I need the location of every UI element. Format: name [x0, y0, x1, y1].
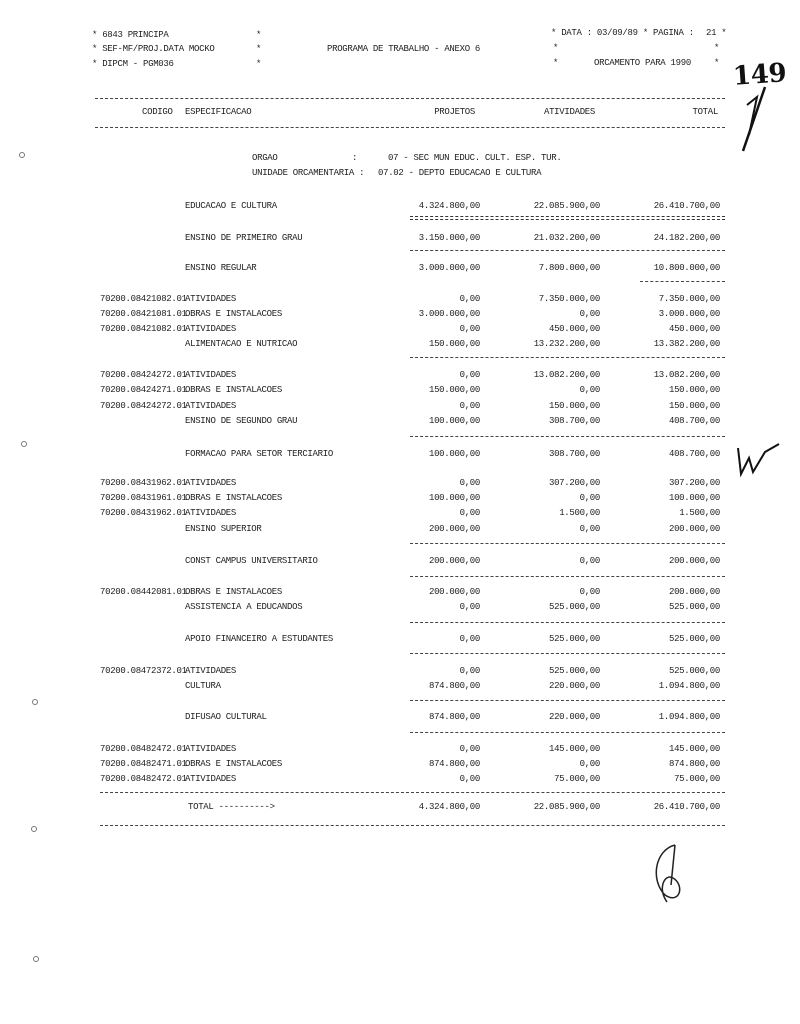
header-line-3: * DIPCM - PGM036 — [92, 59, 174, 69]
column-header-codigo: CODIGO — [142, 107, 173, 117]
report-title: PROGRAMA DE TRABALHO - ANEXO 6 — [327, 44, 481, 54]
row-code: 70200.08424272.01 — [100, 401, 187, 411]
budget-year: ORCAMENTO PARA 1990 — [594, 58, 691, 68]
row-atividades: 0,00 — [579, 309, 600, 319]
row-projetos: 0,00 — [459, 774, 480, 784]
divider — [410, 732, 725, 733]
row-code: 70200.08431962.01 — [100, 508, 187, 518]
row-code: 70200.08421082.01 — [100, 294, 187, 304]
row-atividades: 220.000,00 — [548, 681, 600, 691]
group-description: ENSINO SUPERIOR — [185, 524, 262, 534]
row-atividades: 13.082.200,00 — [533, 370, 600, 380]
row-projetos: 150.000,00 — [428, 339, 480, 349]
header-line-1: * 6843 PRINCIPA — [92, 30, 169, 40]
divider — [410, 357, 725, 358]
row-atividades: 21.032.200,00 — [533, 233, 600, 243]
total-projetos: 4.324.800,00 — [418, 802, 480, 812]
row-atividades: 0,00 — [579, 493, 600, 503]
group-description: APOIO FINANCEIRO A ESTUDANTES — [185, 634, 333, 644]
divider — [410, 622, 725, 623]
row-total: 408.700,00 — [668, 416, 720, 426]
row-description: OBRAS E INSTALACOES — [185, 587, 282, 597]
row-description: OBRAS E INSTALACOES — [185, 385, 282, 395]
row-code: 70200.08431962.01 — [100, 478, 187, 488]
row-description: ATIVIDADES — [185, 744, 237, 754]
unidade-value: 07.02 - DEPTO EDUCACAO E CULTURA — [378, 168, 542, 178]
row-atividades: 308.700,00 — [548, 449, 600, 459]
row-projetos: 0,00 — [459, 370, 480, 380]
row-total: 26.410.700,00 — [653, 201, 720, 211]
group-description: ALIMENTACAO E NUTRICAO — [185, 339, 298, 349]
orgao-label: ORGAO — [252, 153, 278, 163]
row-total: 100.000,00 — [668, 493, 720, 503]
asterisk: * — [256, 30, 262, 40]
asterisk: * — [714, 58, 720, 68]
row-total: 525.000,00 — [668, 634, 720, 644]
row-atividades: 0,00 — [579, 524, 600, 534]
row-projetos: 3.150.000,00 — [418, 233, 480, 243]
row-projetos: 0,00 — [459, 478, 480, 488]
row-projetos: 0,00 — [459, 294, 480, 304]
row-total: 150.000,00 — [668, 385, 720, 395]
row-total: 1.094.800,00 — [658, 712, 720, 722]
row-description: ATIVIDADES — [185, 666, 237, 676]
row-description: ATIVIDADES — [185, 370, 237, 380]
divider — [95, 127, 725, 128]
unidade-label: UNIDADE ORCAMENTARIA : — [252, 168, 365, 178]
divider — [100, 792, 725, 793]
row-total: 200.000,00 — [668, 524, 720, 534]
page-stamp-number: 149 — [732, 58, 788, 92]
row-projetos: 3.000.000,00 — [418, 309, 480, 319]
row-projetos: 4.324.800,00 — [418, 201, 480, 211]
row-total: 408.700,00 — [668, 449, 720, 459]
row-projetos: 100.000,00 — [428, 449, 480, 459]
orgao-value: 07 - SEC MUN EDUC. CULT. ESP. TUR. — [388, 153, 562, 163]
row-projetos: 0,00 — [459, 666, 480, 676]
row-code: 70200.08421082.01 — [100, 324, 187, 334]
group-description: EDUCACAO E CULTURA — [185, 201, 277, 211]
divider — [410, 700, 725, 701]
row-total: 450.000,00 — [668, 324, 720, 334]
row-projetos: 874.800,00 — [428, 712, 480, 722]
row-atividades: 1.500,00 — [559, 508, 600, 518]
row-atividades: 75.000,00 — [554, 774, 600, 784]
group-description: ASSISTENCIA A EDUCANDOS — [185, 602, 303, 612]
row-projetos: 200.000,00 — [428, 556, 480, 566]
page-number: 21 * — [706, 28, 727, 38]
row-total: 1.500,00 — [679, 508, 720, 518]
asterisk: * — [553, 58, 559, 68]
row-projetos: 150.000,00 — [428, 385, 480, 395]
row-projetos: 3.000.000,00 — [418, 263, 480, 273]
punch-hole — [21, 441, 27, 447]
total-total: 26.410.700,00 — [653, 802, 720, 812]
divider — [640, 281, 725, 282]
row-projetos: 0,00 — [459, 401, 480, 411]
row-projetos: 0,00 — [459, 744, 480, 754]
row-total: 13.082.200,00 — [653, 370, 720, 380]
asterisk: * — [256, 59, 262, 69]
initials-signature — [735, 440, 785, 480]
divider — [410, 436, 725, 437]
asterisk: * — [714, 43, 720, 53]
row-total: 13.382.200,00 — [653, 339, 720, 349]
row-total: 24.182.200,00 — [653, 233, 720, 243]
row-atividades: 525.000,00 — [548, 666, 600, 676]
group-description: ENSINO REGULAR — [185, 263, 257, 273]
row-code: 70200.08424272.01 — [100, 370, 187, 380]
row-total: 525.000,00 — [668, 602, 720, 612]
row-total: 10.800.000,00 — [653, 263, 720, 273]
row-projetos: 0,00 — [459, 634, 480, 644]
row-projetos: 200.000,00 — [428, 587, 480, 597]
group-description: CULTURA — [185, 681, 221, 691]
report-date: * DATA : 03/09/89 * PAGINA : — [551, 28, 694, 38]
row-atividades: 308.700,00 — [548, 416, 600, 426]
row-projetos: 0,00 — [459, 602, 480, 612]
header-line-2: * SEF-MF/PROJ.DATA MOCKO — [92, 44, 215, 54]
divider — [410, 576, 725, 577]
row-description: ATIVIDADES — [185, 294, 237, 304]
group-description: ENSINO DE PRIMEIRO GRAU — [185, 233, 303, 243]
total-atividades: 22.085.900,00 — [533, 802, 600, 812]
column-header-especificacao: ESPECIFICACAO — [185, 107, 252, 117]
handwritten-signature — [645, 840, 695, 910]
row-projetos: 200.000,00 — [428, 524, 480, 534]
row-code: 70200.08431961.01 — [100, 493, 187, 503]
row-code: 70200.08421081.01 — [100, 309, 187, 319]
punch-hole — [32, 699, 38, 705]
row-atividades: 0,00 — [579, 587, 600, 597]
row-description: ATIVIDADES — [185, 774, 237, 784]
row-atividades: 220.000,00 — [548, 712, 600, 722]
row-total: 200.000,00 — [668, 587, 720, 597]
punch-hole — [31, 826, 37, 832]
row-atividades: 0,00 — [579, 759, 600, 769]
row-code: 70200.08442081.01 — [100, 587, 187, 597]
column-header-atividades: ATIVIDADES — [543, 107, 595, 117]
row-total: 150.000,00 — [668, 401, 720, 411]
row-total: 145.000,00 — [668, 744, 720, 754]
row-description: OBRAS E INSTALACOES — [185, 759, 282, 769]
divider — [410, 543, 725, 544]
row-atividades: 525.000,00 — [548, 602, 600, 612]
divider — [100, 825, 725, 826]
row-atividades: 145.000,00 — [548, 744, 600, 754]
row-total: 75.000,00 — [674, 774, 720, 784]
divider — [410, 653, 725, 654]
row-atividades: 307.200,00 — [548, 478, 600, 488]
row-total: 874.800,00 — [668, 759, 720, 769]
row-description: ATIVIDADES — [185, 401, 237, 411]
asterisk: * — [256, 44, 262, 54]
row-atividades: 7.800.000,00 — [538, 263, 600, 273]
group-description: ENSINO DE SEGUNDO GRAU — [185, 416, 298, 426]
row-code: 70200.08482471.01 — [100, 759, 187, 769]
group-description: DIFUSAO CULTURAL — [185, 712, 267, 722]
divider — [410, 250, 725, 251]
row-total: 7.350.000,00 — [658, 294, 720, 304]
page-stamp-slash — [735, 85, 775, 155]
row-projetos: 874.800,00 — [428, 759, 480, 769]
row-total: 525.000,00 — [668, 666, 720, 676]
row-code: 70200.08472372.01 — [100, 666, 187, 676]
asterisk: * — [553, 43, 559, 53]
row-projetos: 874.800,00 — [428, 681, 480, 691]
punch-hole — [33, 956, 39, 962]
row-code: 70200.08482472.01 — [100, 744, 187, 754]
row-atividades: 22.085.900,00 — [533, 201, 600, 211]
row-projetos: 100.000,00 — [428, 493, 480, 503]
row-atividades: 150.000,00 — [548, 401, 600, 411]
row-atividades: 0,00 — [579, 385, 600, 395]
row-description: ATIVIDADES — [185, 324, 237, 334]
divider — [95, 98, 725, 99]
group-description: FORMACAO PARA SETOR TERCIARIO — [185, 449, 333, 459]
row-atividades: 13.232.200,00 — [533, 339, 600, 349]
row-code: 70200.08424271.01 — [100, 385, 187, 395]
punch-hole — [19, 152, 25, 158]
row-projetos: 0,00 — [459, 324, 480, 334]
divider — [410, 216, 725, 220]
group-description: CONST CAMPUS UNIVERSITARIO — [185, 556, 318, 566]
row-code: 70200.08482472.01 — [100, 774, 187, 784]
column-header-total: TOTAL — [692, 107, 718, 117]
row-projetos: 100.000,00 — [428, 416, 480, 426]
row-total: 307.200,00 — [668, 478, 720, 488]
row-projetos: 0,00 — [459, 508, 480, 518]
row-total: 200.000,00 — [668, 556, 720, 566]
row-atividades: 7.350.000,00 — [538, 294, 600, 304]
row-description: ATIVIDADES — [185, 508, 237, 518]
row-atividades: 450.000,00 — [548, 324, 600, 334]
row-description: OBRAS E INSTALACOES — [185, 493, 282, 503]
row-description: OBRAS E INSTALACOES — [185, 309, 282, 319]
row-atividades: 525.000,00 — [548, 634, 600, 644]
orgao-sep: : — [352, 153, 358, 163]
row-total: 1.094.800,00 — [658, 681, 720, 691]
total-label: TOTAL ----------> — [188, 802, 275, 812]
row-atividades: 0,00 — [579, 556, 600, 566]
column-header-projetos: PROJETOS — [434, 107, 475, 117]
row-total: 3.000.000,00 — [658, 309, 720, 319]
row-description: ATIVIDADES — [185, 478, 237, 488]
